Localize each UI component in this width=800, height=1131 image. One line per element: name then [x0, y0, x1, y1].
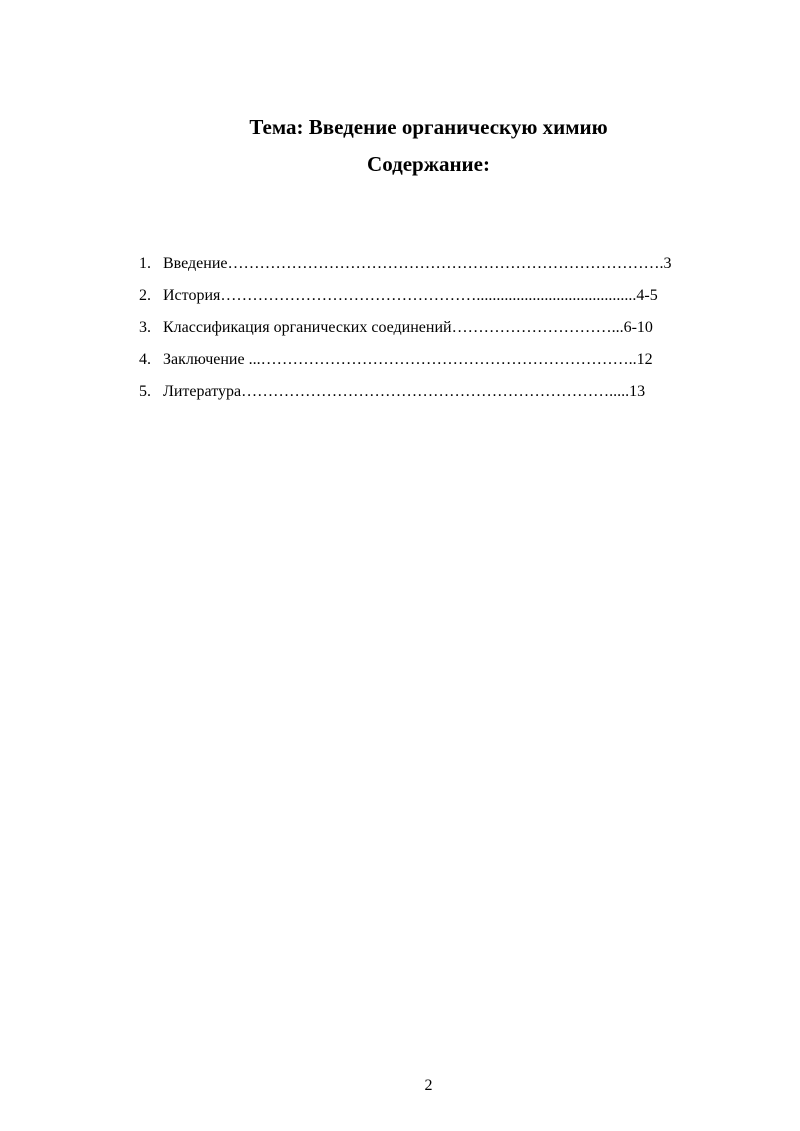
toc-entry-text: Введение……………………………………………………………………….3 [163, 255, 672, 272]
toc-entry-number: 5. [139, 383, 151, 400]
topic-title: Тема: Введение органическую химию [249, 115, 608, 139]
toc-entry-number: 1. [139, 255, 151, 272]
toc-entry-text: Классификация органических соединений…………………………...6-10 [163, 319, 653, 336]
toc-entry-conclusion [139, 349, 741, 371]
toc-entry-number: 4. [139, 351, 151, 368]
toc-entry-text: Заключение ...……………………………………………………………..12 [163, 351, 653, 368]
toc-entry-classification [139, 317, 741, 339]
toc-entry-number: 3. [139, 319, 151, 336]
toc-entry-text: Литература…………………………………………………………….....13 [163, 383, 646, 400]
contents-heading: Содержание: [367, 152, 490, 176]
toc-entry-introduction [139, 253, 741, 275]
page-number: 2 [424, 1077, 433, 1094]
toc-entry-number: 2. [139, 287, 151, 304]
toc-entry-literature [139, 381, 741, 403]
toc-entry-text: История…………………………………………........................................4-5 [163, 287, 658, 304]
toc-entry-history [139, 285, 741, 307]
table-of-contents [139, 253, 741, 413]
